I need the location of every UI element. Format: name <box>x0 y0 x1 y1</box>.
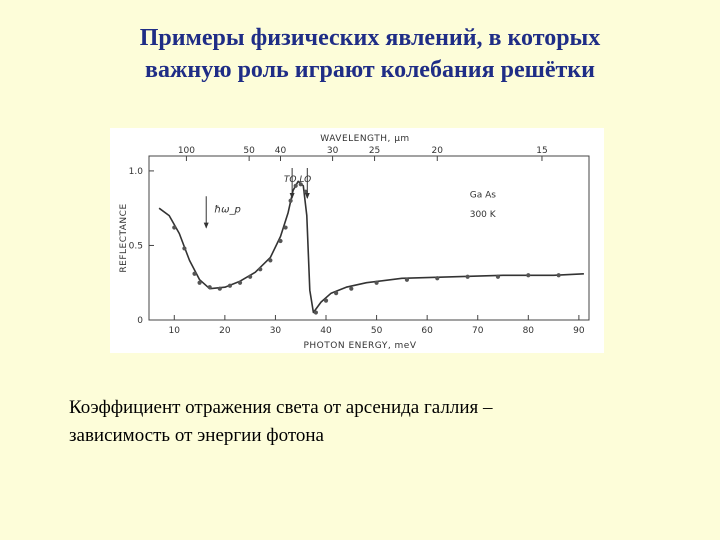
x-tick-label: 40 <box>320 326 332 336</box>
slide-title-line-1: Примеры физических явлений, в которых <box>139 25 601 51</box>
temperature-label: 300 K <box>469 210 496 221</box>
caption-line-1: Коэффициент отражения света от арсенида галлия – <box>69 397 493 418</box>
data-point <box>218 287 222 291</box>
top-tick-label: 15 <box>536 146 548 156</box>
plasma-arrowhead <box>204 223 209 229</box>
slide-title <box>60 22 680 87</box>
data-point <box>248 275 252 279</box>
top-axis-label: WAVELENGTH, μm <box>320 134 410 144</box>
y-axis-label: REFLECTANCE <box>119 203 129 273</box>
data-point <box>283 225 287 229</box>
x-tick-label: 10 <box>168 326 181 336</box>
top-tick-label: 50 <box>243 146 255 156</box>
reflectance-curve <box>159 181 584 312</box>
data-point <box>557 273 561 277</box>
x-tick-label: 30 <box>269 326 282 336</box>
x-tick-label: 60 <box>421 326 433 336</box>
y-tick-label: 0.5 <box>128 241 143 252</box>
top-tick-label: 20 <box>431 146 444 156</box>
data-point <box>192 272 196 276</box>
to-arrowhead <box>290 193 295 199</box>
x-tick-label: 80 <box>522 326 535 336</box>
data-point <box>334 291 338 295</box>
top-tick-label: 25 <box>368 146 381 156</box>
top-tick-label: 40 <box>274 146 287 156</box>
data-point <box>182 246 186 250</box>
plot-frame <box>149 156 589 320</box>
data-point <box>278 239 282 243</box>
data-point <box>466 275 470 279</box>
data-point <box>496 275 500 279</box>
data-point <box>526 273 530 277</box>
reflectance-chart <box>110 128 604 353</box>
data-point <box>258 267 262 271</box>
material-label: Ga As <box>469 190 496 201</box>
data-point <box>289 199 293 203</box>
data-point <box>324 299 328 303</box>
data-point <box>208 285 212 289</box>
caption-line-2: зависимость от энергии фотона <box>69 424 324 446</box>
data-point <box>238 281 242 285</box>
data-point <box>435 276 439 280</box>
top-tick-label: 100 <box>177 146 196 156</box>
data-point <box>172 225 176 229</box>
x-tick-label: 20 <box>219 326 231 336</box>
x-tick-label: 50 <box>370 326 383 336</box>
data-point <box>228 284 232 288</box>
data-point <box>197 281 201 285</box>
x-tick-label: 90 <box>573 326 585 336</box>
slide-title-line-2: важную роль играют колебания решётки <box>145 57 595 84</box>
data-point <box>349 287 353 291</box>
y-tick-label: 1.0 <box>128 166 143 177</box>
y-tick-label: 0 <box>137 316 143 326</box>
data-point <box>314 310 318 314</box>
x-axis-label: PHOTON ENERGY, meV <box>303 341 417 351</box>
data-point <box>268 258 272 262</box>
to-label: TO <box>283 175 297 185</box>
data-point <box>374 281 378 285</box>
plasma-label: ħω_p <box>214 204 241 216</box>
x-tick-label: 70 <box>472 326 484 336</box>
caption <box>69 394 669 449</box>
top-tick-label: 30 <box>326 146 339 156</box>
lo-label: LO <box>299 175 312 185</box>
data-point <box>405 278 409 282</box>
reflectance-figure <box>110 128 604 353</box>
